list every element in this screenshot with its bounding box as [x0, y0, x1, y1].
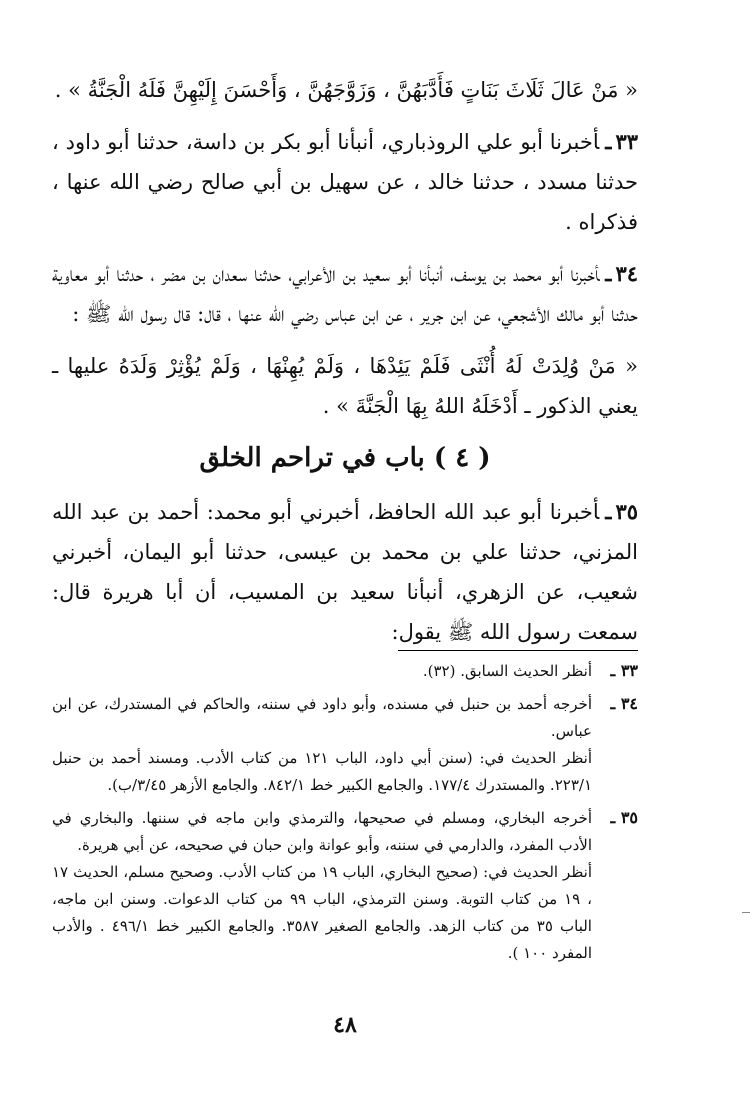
hadith-text: أخبرنا أبو عبد الله الحافظ، أخبرني أبو محمد: أحمد بن عبد الله المزني، حدثنا علي بن محمد بن عيسى، حدثنا أبو اليمان، أخبرني شعيب، عن الزهري، أنبأنا سعيد بن المسيب، أن أبا هريرة قال: سمعت رسول الله ﷺ يقول: — [52, 500, 638, 644]
footnote-line: أخرجه أحمد بن حنبل في مسنده، وأبو داود في سننه، والحاكم في المستدرك، عن ابن عباس. — [52, 695, 592, 740]
hadith-35 — [52, 492, 638, 652]
hadith-dash: ـ — [605, 261, 612, 286]
main-text — [52, 70, 638, 664]
footnote-line: أنظر الحديث السابق. (٣٢). — [422, 662, 592, 680]
hadith-dash: ـ — [605, 499, 612, 524]
footnote-number: ٣٥ ـ — [610, 808, 638, 827]
footnotes — [52, 658, 638, 973]
footnote-number: ٣٤ ـ — [610, 694, 638, 713]
hadith-number: ٣٤ — [615, 261, 638, 286]
hadith-33 — [52, 122, 638, 242]
hadith-text: أخبرنا أبو علي الروذباري، أنبأنا أبو بكر بن داسة، حدثنا أبو داود ، حدثنا مسدد ، حدثنا خالد ، عن سهيل بن أبي صالح رضي الله عنها ، فذكراه . — [52, 130, 638, 234]
footnote-33 — [52, 658, 638, 685]
scan-edge-mark — [742, 912, 750, 913]
footnote-line: أخرجه البخاري، ومسلم في صحيحها، والترمذي وابن ماجه في سننها. والبخاري في الأدب المفرد، والدارمي في سننه، وأبو عوانة وابن حبان في صحيحه، عن أبي هريرة. — [52, 809, 592, 854]
chapter-heading: ( ٤ ) باب في تراحم الخلق — [199, 443, 491, 473]
hadith-quote-1: « مَنْ عَالَ ثَلَاثَ بَنَاتٍ فَأَدَّبَهُنَّ ، وَزَوَّجَهُنَّ ، وَأَحْسَنَ إِلَيْهِنَّ فَلَهُ الْجَنَّةُ » . — [54, 78, 638, 102]
footnote-35 — [52, 805, 638, 967]
hadith-number: ٣٥ — [615, 499, 638, 524]
footnote-body — [52, 658, 592, 685]
footnote-body — [52, 691, 592, 799]
page-number: ٤٨ — [333, 1012, 357, 1038]
hadith-quote-2: « مَنْ وُلِدَتْ لَهُ أُنْثَى فَلَمْ يَئِدْهَا ، وَلَمْ يُهِنْهَا ، وَلَمْ يُؤْثِرْ وَلَدَهُ عليها ـ يعني الذكور ـ أَدْخَلَهُ اللهُ بِهَا الْجَنَّةَ » . — [52, 354, 638, 418]
hadith-number: ٣٣ — [615, 129, 638, 154]
footnote-line: أنظر الحديث في: (سنن أبي داود، الباب ١٢١ من كتاب الأدب. ومسند أحمد بن حنبل ٢٢٣/١. والمستدرك ١٧٧/٤. والجامع الكبير خط ٨٤٢/١. والجامع الأزهر ٣/٤٥/ب). — [52, 749, 592, 794]
hadith-34 — [52, 254, 638, 334]
footnote-divider — [398, 650, 638, 651]
hadith-text: أخبرنا أبو محمد بن يوسف، أنبأنا أبو سعيد بن الأعرابي، حدثنا سعدان بن مضر ، حدثنا أبو معاوية حدثنا أبو مالك الأشجعي، عن ابن جرير ، عن ابن عباس رضي الله عنها ، قال: قال رسول الله ﷺ : — [52, 262, 638, 326]
footnote-34 — [52, 691, 638, 799]
footnote-line: أنظر الحديث في: (صحيح البخاري، الباب ١٩ من كتاب الأدب. وصحيح مسلم، الحديث ١٧ ، ١٩ من كتاب التوبة. وسنن الترمذي، الباب ٩٩ من كتاب الدعوات. وسنن ابن ماجه، الباب ٣٥ من كتاب الزهد. والجامع الصغير ٣٥٨٧. والجامع الكبير خط ٤٩٦/١ . والأدب المفرد ١٠٠ ). — [52, 863, 592, 962]
footnote-number: ٣٣ ـ — [610, 661, 638, 680]
hadith-dash: ـ — [605, 129, 612, 154]
footnote-body — [52, 805, 592, 967]
